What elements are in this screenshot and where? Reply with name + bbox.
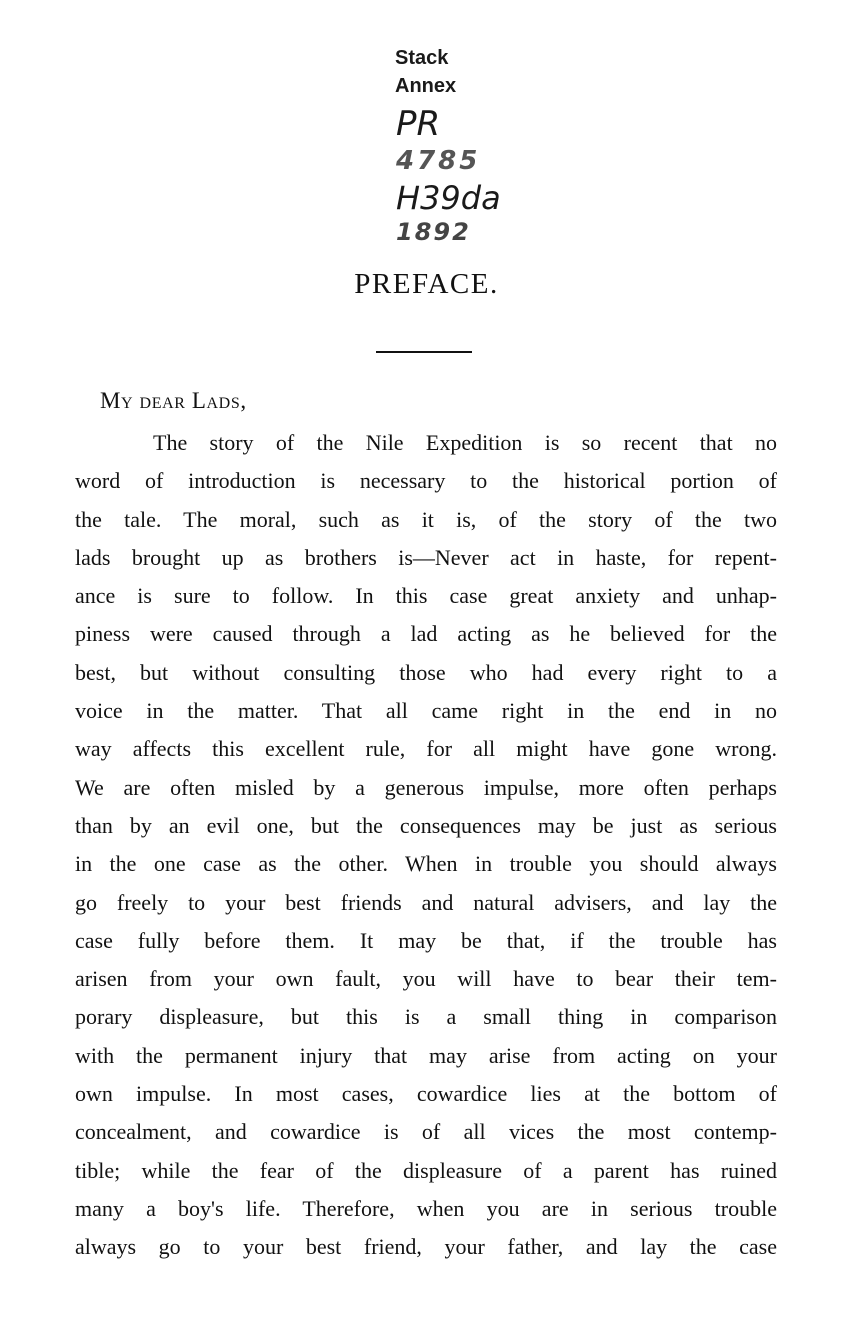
text-line: We are often misled by a generous impulse, more often perhaps: [75, 774, 777, 800]
text-line: tible; while the fear of the displeasure of a parent has ruined: [75, 1157, 777, 1183]
call-number-number: 4785: [396, 146, 481, 176]
text-line: piness were caused through a lad acting as he believed for the: [75, 621, 777, 647]
text-line: with the permanent injury that may arise from acting on your: [75, 1042, 777, 1068]
text-line: voice in the matter. That all came right in the end in no: [75, 698, 777, 724]
library-stamp: [395, 44, 456, 100]
text-line: arisen from your own fault, you will have to bear their tem-: [75, 966, 777, 992]
page-title: PREFACE.: [354, 268, 499, 300]
text-line: word of introduction is necessary to the historical portion of: [75, 468, 777, 494]
call-number-class: PR: [396, 104, 441, 144]
text-line: best, but without consulting those who had every right to a: [75, 659, 777, 685]
stamp-line-annex: Annex: [395, 75, 457, 97]
text-line: the tale. The moral, such as it is, of the story of the two: [75, 506, 777, 532]
text-line: many a boy's life. Therefore, when you are in serious trouble: [75, 1195, 777, 1221]
text-line: lads brought up as brothers is—Never act in haste, for repent-: [75, 544, 777, 570]
text-line: porary displeasure, but this is a small thing in comparison: [75, 1004, 777, 1030]
text-line: concealment, and cowardice is of all vices the most contemp-: [75, 1119, 777, 1145]
salutation: My dear Lads,: [100, 388, 247, 413]
text-line: in the one case as the other. When in trouble you should always: [75, 851, 777, 877]
call-number-year: 1892: [396, 218, 471, 246]
text-line: The story of the Nile Expedition is so recent that no: [153, 430, 777, 455]
text-line: way affects this excellent rule, for all might have gone wrong.: [75, 736, 777, 762]
title-divider: [376, 351, 472, 353]
call-number-cutter: H39da: [396, 179, 501, 217]
text-line: go freely to your best friends and natural advisers, and lay the: [75, 889, 777, 915]
text-line: own impulse. In most cases, cowardice lies at the bottom of: [75, 1081, 777, 1107]
text-line: always go to your best friend, your father, and lay the case: [75, 1234, 777, 1260]
text-line: case fully before them. It may be that, if the trouble has: [75, 927, 777, 953]
handwritten-call-number: [396, 104, 501, 246]
text-line: ance is sure to follow. In this case great anxiety and unhap-: [75, 583, 777, 609]
text-line: than by an evil one, but the consequences may be just as serious: [75, 812, 777, 838]
stamp-line-stack: Stack: [395, 47, 449, 69]
preface-body: [75, 424, 777, 1267]
